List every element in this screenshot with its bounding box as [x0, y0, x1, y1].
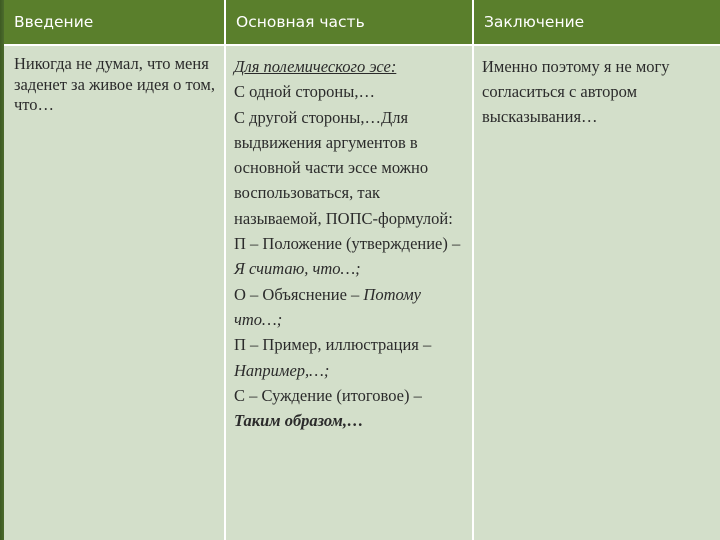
main-part-line-5-italic: Таким образом,…: [234, 411, 364, 431]
header-introduction: Введение: [4, 0, 226, 46]
main-part-line-5: [234, 383, 464, 434]
main-part-line-4-text: П – Пример, иллюстрация –: [234, 335, 432, 355]
content-row: [4, 46, 720, 540]
main-part-title: Для полемического эсе:: [234, 57, 397, 76]
main-part-line-2-italic: Я считаю, что…;: [234, 259, 361, 279]
main-part-line-2-text: С другой стороны,…Для выдвижения аргументов в основной части эссе можно воспользоваться, так называемой, ПОПС-формулой: П – Положение (утверждение) –: [234, 107, 461, 254]
header-row: [4, 0, 720, 46]
conclusion-text: Именно поэтому я не могу согласиться с автором высказывания…: [482, 57, 670, 126]
main-part-line-1: С одной стороны,…: [234, 82, 375, 102]
header-conclusion: Заключение: [474, 0, 720, 46]
main-part-line-4: [234, 332, 464, 383]
essay-structure-table: [4, 0, 720, 540]
header-main-part: Основная часть: [226, 0, 474, 46]
main-part-cell: [226, 46, 474, 540]
introduction-text: Никогда не думал, что меня заденет за живое идея о том, что…: [14, 54, 215, 114]
conclusion-cell: [474, 46, 720, 540]
main-part-line-3-italic: Потому что…;: [234, 284, 421, 329]
main-part-line-2: [234, 105, 464, 282]
main-part-line-3: [234, 282, 464, 333]
main-part-line-3-text: О – Объяснение –: [234, 284, 364, 304]
main-part-line-4-italic: Например,…;: [234, 360, 330, 380]
main-part-line-5-text: С – Суждение (итоговое) –: [234, 385, 422, 405]
introduction-cell: [4, 46, 226, 540]
